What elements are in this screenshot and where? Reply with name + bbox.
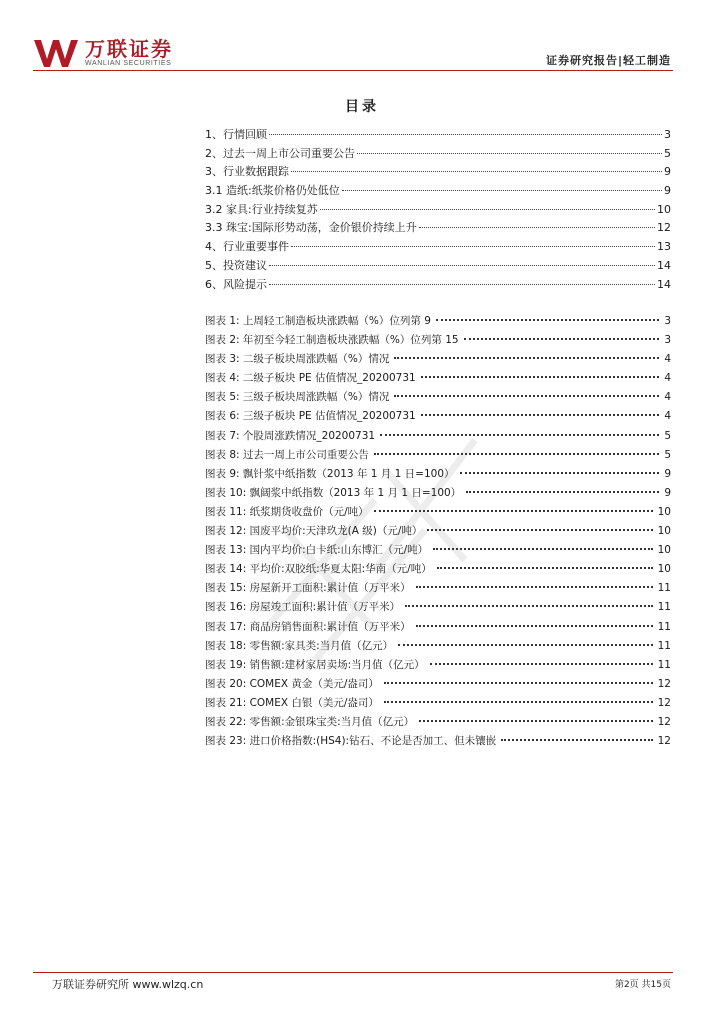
dot-leader — [430, 663, 653, 665]
toc-entry-label: 2、过去一周上市公司重要公告 — [205, 146, 355, 160]
figure-entry[interactable] — [205, 637, 671, 656]
figure-entry-page: 11 — [657, 658, 671, 671]
figure-entry[interactable] — [205, 522, 671, 541]
toc-entry-page: 14 — [657, 258, 671, 272]
figure-entry[interactable] — [205, 656, 671, 675]
toc-entry[interactable] — [205, 201, 671, 220]
header-divider — [33, 70, 673, 71]
dot-leader — [437, 567, 653, 569]
figure-entry-label: 图表 19: 销售额:建材家居卖场:当月值（亿元） — [205, 658, 425, 671]
figure-entry-page: 4 — [664, 391, 671, 404]
figure-entry-page: 9 — [664, 467, 671, 480]
dot-leader — [419, 227, 655, 228]
figure-entry-label: 图表 18: 零售额:家具类:当月值（亿元） — [205, 639, 394, 652]
dot-leader — [269, 134, 662, 135]
dot-leader — [374, 453, 659, 455]
figure-entry[interactable] — [205, 713, 671, 732]
dot-leader — [398, 644, 652, 646]
figure-entry-label: 图表 1: 上周轻工制造板块涨跌幅（%）位列第 9 — [205, 315, 431, 327]
figure-entry-label: 图表 21: COMEX 白银（美元/盎司） — [205, 696, 379, 709]
dot-leader — [416, 625, 653, 627]
figure-entry-page: 4 — [664, 353, 671, 366]
figure-entry-page: 12 — [657, 735, 671, 748]
dot-leader — [291, 246, 655, 247]
figure-entry[interactable] — [205, 675, 671, 694]
toc-entry[interactable] — [205, 219, 671, 238]
figure-entry-label: 图表 13: 国内平均价:白卡纸:山东博汇（元/吨） — [205, 544, 429, 557]
figure-entry[interactable] — [205, 732, 671, 751]
dot-leader — [501, 739, 653, 741]
figure-entry[interactable] — [205, 618, 671, 637]
toc-entry-label: 3.3 珠宝:国际形势动荡，金价银价持续上升 — [205, 221, 417, 235]
toc-title: 目录 — [345, 99, 379, 115]
figure-entry-label: 图表 8: 过去一周上市公司重要公告 — [205, 448, 369, 461]
figure-entry-label: 图表 9: 飘针浆中纸指数（2013 年 1 月 1 日=100） — [205, 467, 455, 480]
figure-entry[interactable] — [205, 312, 671, 331]
figure-entry-label: 图表 22: 零售额:金银珠宝类:当月值（亿元） — [205, 715, 415, 728]
dot-leader — [374, 510, 653, 512]
figure-entry[interactable] — [205, 465, 671, 484]
toc-entry[interactable] — [205, 238, 671, 257]
dot-leader — [320, 209, 655, 210]
toc-entry-label: 1、行情回顾 — [205, 128, 267, 141]
dot-leader — [342, 190, 662, 191]
figure-entry[interactable] — [205, 350, 671, 369]
figure-entry[interactable] — [205, 388, 671, 407]
wanlian-logo-icon — [33, 38, 79, 68]
toc-entry-page: 9 — [664, 165, 671, 179]
toc-entry[interactable] — [205, 257, 671, 276]
toc-entry-label: 5、投资建议 — [205, 258, 267, 272]
figure-entry-page: 10 — [657, 563, 671, 576]
figure-entry-label: 图表 4: 二级子板块 PE 估值情况_20200731 — [205, 372, 416, 385]
figure-entry-label: 图表 7: 个股周涨跌情况_20200731 — [205, 429, 376, 442]
dot-leader — [291, 171, 662, 172]
figure-entry[interactable] — [205, 369, 671, 388]
toc-entry[interactable] — [205, 182, 671, 201]
toc-entry[interactable] — [205, 163, 671, 182]
toc-entry-label: 3、行业数据跟踪 — [205, 165, 289, 179]
figure-entry-label: 图表 6: 三级子板块 PE 估值情况_20200731 — [205, 410, 416, 423]
dot-leader — [464, 338, 660, 340]
figure-entry-label: 图表 15: 房屋新开工面积:累计值（万平米） — [205, 582, 411, 595]
dot-leader — [394, 357, 659, 359]
toc-entry-page: 12 — [657, 221, 671, 235]
dot-leader — [380, 434, 659, 436]
dot-leader — [269, 284, 655, 285]
dot-leader — [466, 491, 659, 493]
brand-name-cn: 万联证券 — [85, 36, 173, 61]
figure-entry-label: 图表 16: 房屋竣工面积:累计值（万平米） — [205, 601, 401, 614]
toc-entry-page: 13 — [657, 240, 671, 254]
figure-entry[interactable] — [205, 560, 671, 579]
figure-entry-page: 5 — [664, 448, 671, 461]
figure-entry[interactable] — [205, 407, 671, 426]
toc-entry-label: 3.1 造纸:纸浆价格仍处低位 — [205, 184, 340, 198]
figure-entry-page: 5 — [664, 429, 671, 442]
toc-entry-page: 3 — [664, 128, 671, 141]
footer-divider — [33, 972, 673, 973]
figure-list — [205, 312, 671, 751]
figure-entry-label: 图表 11: 纸浆期货收盘价（元/吨） — [205, 505, 369, 518]
figure-entry-page: 12 — [657, 696, 671, 709]
dot-leader — [421, 414, 660, 416]
toc-entry-label: 6、风险提示 — [205, 277, 267, 291]
figure-entry[interactable] — [205, 503, 671, 522]
toc-entry-page: 10 — [657, 202, 671, 216]
toc-entry[interactable] — [205, 145, 671, 164]
toc-entry-label: 4、行业重要事件 — [205, 240, 289, 254]
figure-entry[interactable] — [205, 484, 671, 503]
report-type-label: 证券研究报告|轻工制造 — [545, 54, 671, 67]
dot-leader — [384, 682, 653, 684]
toc-entry-page: 9 — [664, 184, 671, 198]
dot-leader — [384, 701, 653, 703]
figure-entry-page: 12 — [657, 715, 671, 728]
figure-entry[interactable] — [205, 541, 671, 560]
figure-entry-label: 图表 3: 二级子板块周涨跌幅（%）情况 — [205, 353, 390, 366]
figure-entry[interactable] — [205, 427, 671, 446]
dot-leader — [433, 548, 652, 550]
company-logo — [33, 38, 173, 68]
figure-entry-page: 11 — [657, 601, 671, 614]
toc-entry-page: 5 — [664, 146, 671, 160]
figure-entry-page: 11 — [657, 620, 671, 633]
toc-entry-label: 3.2 家具:行业持续复苏 — [205, 202, 318, 216]
page-number: 第2页 共15页 — [614, 980, 671, 990]
dot-leader — [460, 472, 660, 474]
table-of-contents — [205, 126, 671, 294]
dot-leader — [427, 529, 652, 531]
figure-entry-page: 3 — [664, 315, 671, 327]
toc-entry[interactable] — [205, 126, 671, 145]
figure-entry[interactable] — [205, 446, 671, 465]
dot-leader — [436, 319, 659, 321]
figure-entry[interactable] — [205, 694, 671, 713]
dot-leader — [416, 586, 653, 588]
dot-leader — [357, 153, 662, 154]
figure-entry-label: 图表 17: 商品房销售面积:累计值（万平米） — [205, 620, 411, 633]
figure-entry-page: 12 — [657, 677, 671, 690]
dot-leader — [419, 720, 652, 722]
figure-entry-page: 10 — [657, 544, 671, 557]
figure-entry-label: 图表 14: 平均价:双胶纸:华夏太阳:华南（元/吨） — [205, 563, 432, 576]
figure-entry-page: 10 — [657, 525, 671, 538]
dot-leader — [405, 605, 653, 607]
figure-entry-label: 图表 5: 三级子板块周涨跌幅（%）情况 — [205, 391, 390, 404]
figure-entry-label: 图表 23: 进口价格指数:(HS4):钻石、不论是否加工、但未镶嵌 — [205, 735, 497, 748]
toc-entry[interactable] — [205, 276, 671, 295]
figure-entry-page: 9 — [664, 486, 671, 499]
figure-entry-page: 4 — [664, 410, 671, 423]
figure-entry[interactable] — [205, 598, 671, 617]
figure-entry-page: 11 — [657, 582, 671, 595]
figure-entry-page: 10 — [657, 505, 671, 518]
toc-entry-page: 14 — [657, 277, 671, 291]
dot-leader — [394, 395, 659, 397]
figure-entry-page: 11 — [657, 639, 671, 652]
figure-entry-label: 图表 10: 飘阔浆中纸指数（2013 年 1 月 1 日=100） — [205, 486, 462, 499]
figure-entry-page: 4 — [664, 372, 671, 385]
figure-entry-label: 图表 20: COMEX 黄金（美元/盎司） — [205, 677, 379, 690]
figure-entry-label: 图表 2: 年初至今轻工制造板块涨跌幅（%）位列第 15 — [205, 334, 459, 347]
footer-source: 万联证券研究所 www.wlzq.cn — [52, 978, 204, 991]
figure-entry[interactable] — [205, 331, 671, 350]
brand-name-en: WANLIAN SECURITIES — [85, 59, 172, 67]
figure-entry[interactable] — [205, 579, 671, 598]
page-header — [33, 38, 673, 70]
figure-entry-page: 3 — [664, 334, 671, 347]
dot-leader — [269, 265, 655, 266]
dot-leader — [421, 376, 660, 378]
figure-entry-label: 图表 12: 国废平均价:天津玖龙(A 级)（元/吨） — [205, 525, 423, 538]
